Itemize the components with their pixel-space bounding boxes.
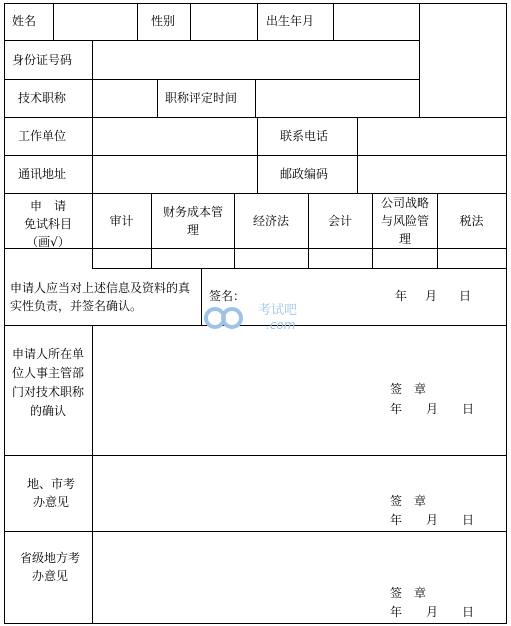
subject-economic-law: 经济法 [252, 214, 289, 228]
photo-area[interactable] [420, 4, 506, 117]
watermark-domain: .com [266, 318, 296, 332]
province-seal: 签 章 [390, 586, 427, 600]
gender-field[interactable] [191, 4, 257, 40]
gender-label: 性别 [151, 14, 176, 28]
phone-field[interactable] [358, 118, 506, 155]
subject-accounting: 会计 [327, 214, 352, 228]
birth-label: 出生年月 [266, 14, 315, 28]
declaration-month: 月 [425, 289, 438, 303]
city-date: 年 月 日 [390, 513, 475, 527]
birth-field[interactable] [334, 4, 419, 40]
postcode-label: 邮政编码 [280, 167, 329, 181]
subject-financial-cost: 财务成本管理 [163, 205, 224, 237]
vline [257, 3, 258, 41]
city-seal: 签 章 [390, 494, 427, 508]
unit-seal: 签 章 [390, 382, 427, 396]
name-field[interactable] [54, 4, 137, 40]
address-field[interactable] [93, 156, 257, 193]
postcode-field[interactable] [358, 156, 506, 193]
subject-audit: 审计 [109, 214, 134, 228]
name-label: 姓名 [12, 14, 37, 28]
title-date-label: 职称评定时间 [165, 91, 238, 105]
check-accounting[interactable] [309, 249, 372, 268]
watermark-brand: 考试吧 [258, 303, 298, 318]
exempt-label-line: （画√） [26, 235, 70, 249]
title-label: 技术职称 [18, 91, 67, 105]
vline [157, 79, 158, 118]
declaration-year: 年 [395, 289, 408, 303]
employer-field[interactable] [93, 118, 257, 155]
declaration-day: 日 [459, 289, 472, 303]
employer-label: 工作单位 [18, 129, 67, 143]
hline [92, 268, 507, 269]
title-date-field[interactable] [256, 80, 419, 117]
declaration-text: 申请人应当对上述信息及资料的真实性负责，并签名确认。 [10, 281, 191, 313]
province-section-label: 省级地方考办意见 [20, 551, 81, 583]
vline [257, 117, 258, 194]
title-field[interactable] [93, 80, 157, 117]
phone-label: 联系电话 [280, 129, 329, 143]
hline [4, 193, 507, 194]
border-bottom [4, 623, 507, 624]
exempt-label-line: 免试科目 [23, 217, 72, 231]
province-date: 年 月 日 [390, 605, 475, 619]
subject-tax-law: 税法 [459, 214, 484, 228]
address-label: 通讯地址 [18, 167, 67, 181]
unit-section-label: 申请人所在单位人事主管部门对技术职称的确认 [11, 347, 84, 418]
check-strategy-risk[interactable] [373, 249, 437, 268]
subject-strategy-risk: 公司战略与风险管理 [380, 196, 429, 246]
check-audit[interactable] [93, 249, 151, 268]
exempt-label [4, 197, 92, 251]
id-number-field[interactable] [93, 41, 419, 79]
check-tax-law[interactable] [438, 249, 506, 268]
city-section-label: 地、市考办意见 [26, 477, 75, 509]
unit-opinion-field[interactable] [93, 326, 506, 455]
sign-label: 签名： [209, 289, 246, 303]
check-financial-cost[interactable] [152, 249, 234, 268]
id-number-label: 身份证号码 [12, 53, 73, 67]
exempt-label-line: 申 请 [29, 199, 66, 213]
unit-date: 年 月 日 [390, 402, 475, 416]
vline [137, 3, 138, 41]
check-economic-law[interactable] [235, 249, 308, 268]
